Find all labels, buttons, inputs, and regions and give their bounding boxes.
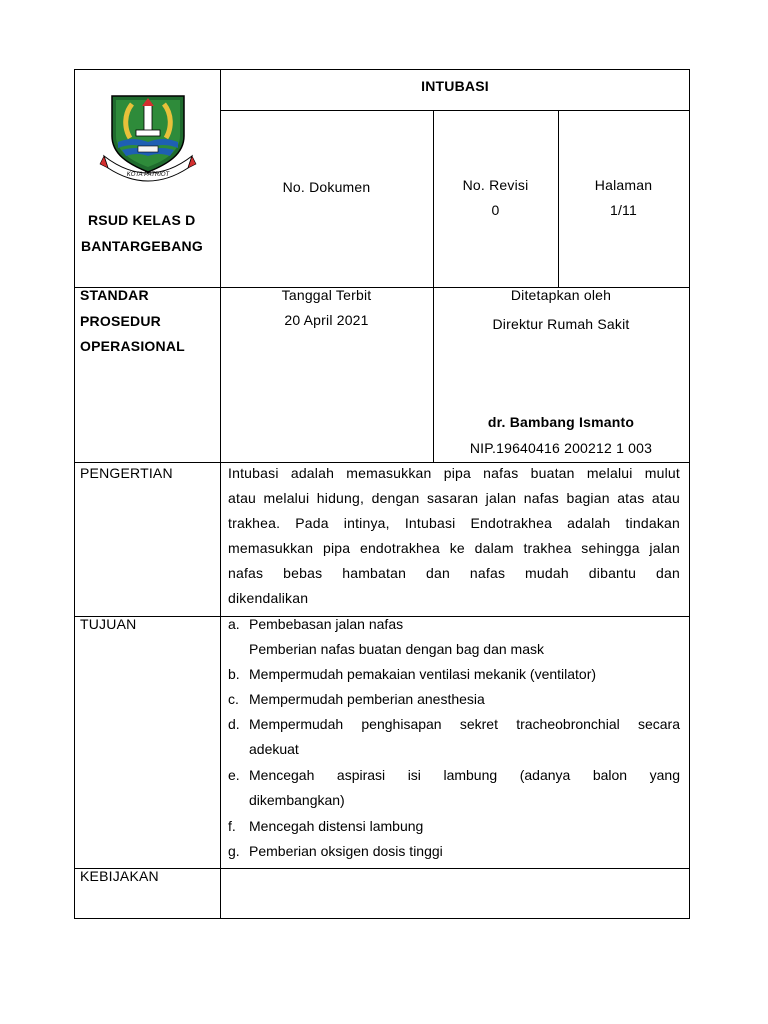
tanggal-terbit-value: 20 April 2021: [284, 312, 369, 328]
list-item-text: Pemberian oksigen dosis tinggi: [249, 843, 443, 859]
sop-label-line1: STANDAR: [80, 287, 149, 303]
logo-banner-text: KOTA PATRIOT: [126, 172, 170, 178]
tujuan-item-f: [228, 814, 680, 839]
halaman-label: Halaman: [594, 177, 653, 193]
list-item-text: Mempermudah pemberian anesthesia: [249, 691, 485, 707]
institution-name-line2: BANTARGEBANG: [81, 238, 203, 254]
tujuan-item-b: [228, 662, 680, 687]
title-row-divider: [220, 110, 690, 111]
no-dokumen-label: No. Dokumen: [282, 179, 371, 195]
emblem-icon: [98, 90, 198, 182]
list-item-text: Mempermudah penghisapan sekret tracheobronchial secara: [249, 716, 680, 732]
tujuan-label: TUJUAN: [80, 616, 137, 632]
list-item-text: Mempermudah pemakaian ventilasi mekanik (ventilator): [249, 666, 597, 682]
pengertian-line-5: nafas bebas hambatan dan nafas mudah dibantu dan: [228, 565, 680, 581]
pengertian-line-4: memasukkan pipa endotrakhea ke dalam trakhea sehingga jalan: [228, 540, 680, 556]
table-border-right: [689, 69, 690, 919]
tujuan-item-g: [228, 839, 680, 864]
pengertian-label: PENGERTIAN: [80, 465, 173, 481]
institution-name-line1: RSUD KELAS D: [88, 212, 196, 228]
list-marker: g.: [228, 843, 240, 859]
sop-label-line3: OPERASIONAL: [80, 338, 185, 354]
document-title: INTUBASI: [421, 78, 489, 94]
list-marker: b.: [228, 666, 240, 682]
list-item-text: Pembebasan jalan nafas: [249, 616, 404, 632]
table-border-left: [74, 69, 75, 919]
table-border-top: [74, 69, 690, 70]
halaman-value: 1/11: [609, 202, 637, 218]
list-item-text: Pemberian nafas buatan dengan bag dan mask: [249, 641, 544, 657]
sop-label-line2: PROSEDUR: [80, 313, 161, 329]
no-revisi-label: No. Revisi: [462, 177, 529, 193]
list-item-text: Mencegah aspirasi isi lambung (adanya balon yang: [249, 767, 680, 783]
tujuan-item-c: [228, 687, 680, 712]
pengertian-line-3: trakhea. Pada intinya, Intubasi Endotrakhea adalah tindakan: [228, 515, 680, 531]
list-item-text: Mencegah distensi lambung: [249, 818, 424, 834]
table-border-bottom: [74, 918, 690, 919]
tujuan-item-d: [228, 712, 680, 762]
ditetapkan-role: Direktur Rumah Sakit: [492, 316, 630, 332]
signatory-name: dr. Bambang Ismanto: [487, 414, 635, 430]
signatory-nip: NIP.19640416 200212 1 003: [469, 440, 653, 456]
tujuan-item-e: [228, 763, 680, 813]
pengertian-line-6: dikendalikan: [228, 590, 309, 606]
tanggal-terbit-label: Tanggal Terbit: [281, 287, 372, 303]
list-marker: f.: [228, 818, 236, 834]
list-marker: a.: [228, 616, 240, 632]
ditetapkan-label: Ditetapkan oleh: [510, 287, 612, 303]
list-marker: e.: [228, 767, 240, 783]
list-item-text: dikembangkan): [249, 792, 345, 808]
pengertian-line-1: Intubasi adalah memasukkan pipa nafas buatan melalui mulut: [228, 465, 680, 481]
tujuan-row-divider: [74, 868, 690, 869]
no-revisi-value: 0: [491, 202, 500, 218]
kebijakan-label: KEBIJAKAN: [80, 868, 159, 884]
city-emblem-logo: [98, 90, 198, 182]
tujuan-item-a: [228, 612, 680, 662]
list-item-text: adekuat: [249, 741, 299, 757]
list-marker: d.: [228, 716, 240, 732]
pengertian-line-2: atau melalui hidung, dengan sasaran jalan nafas bagian atas atau: [228, 490, 680, 506]
list-marker: c.: [228, 691, 239, 707]
